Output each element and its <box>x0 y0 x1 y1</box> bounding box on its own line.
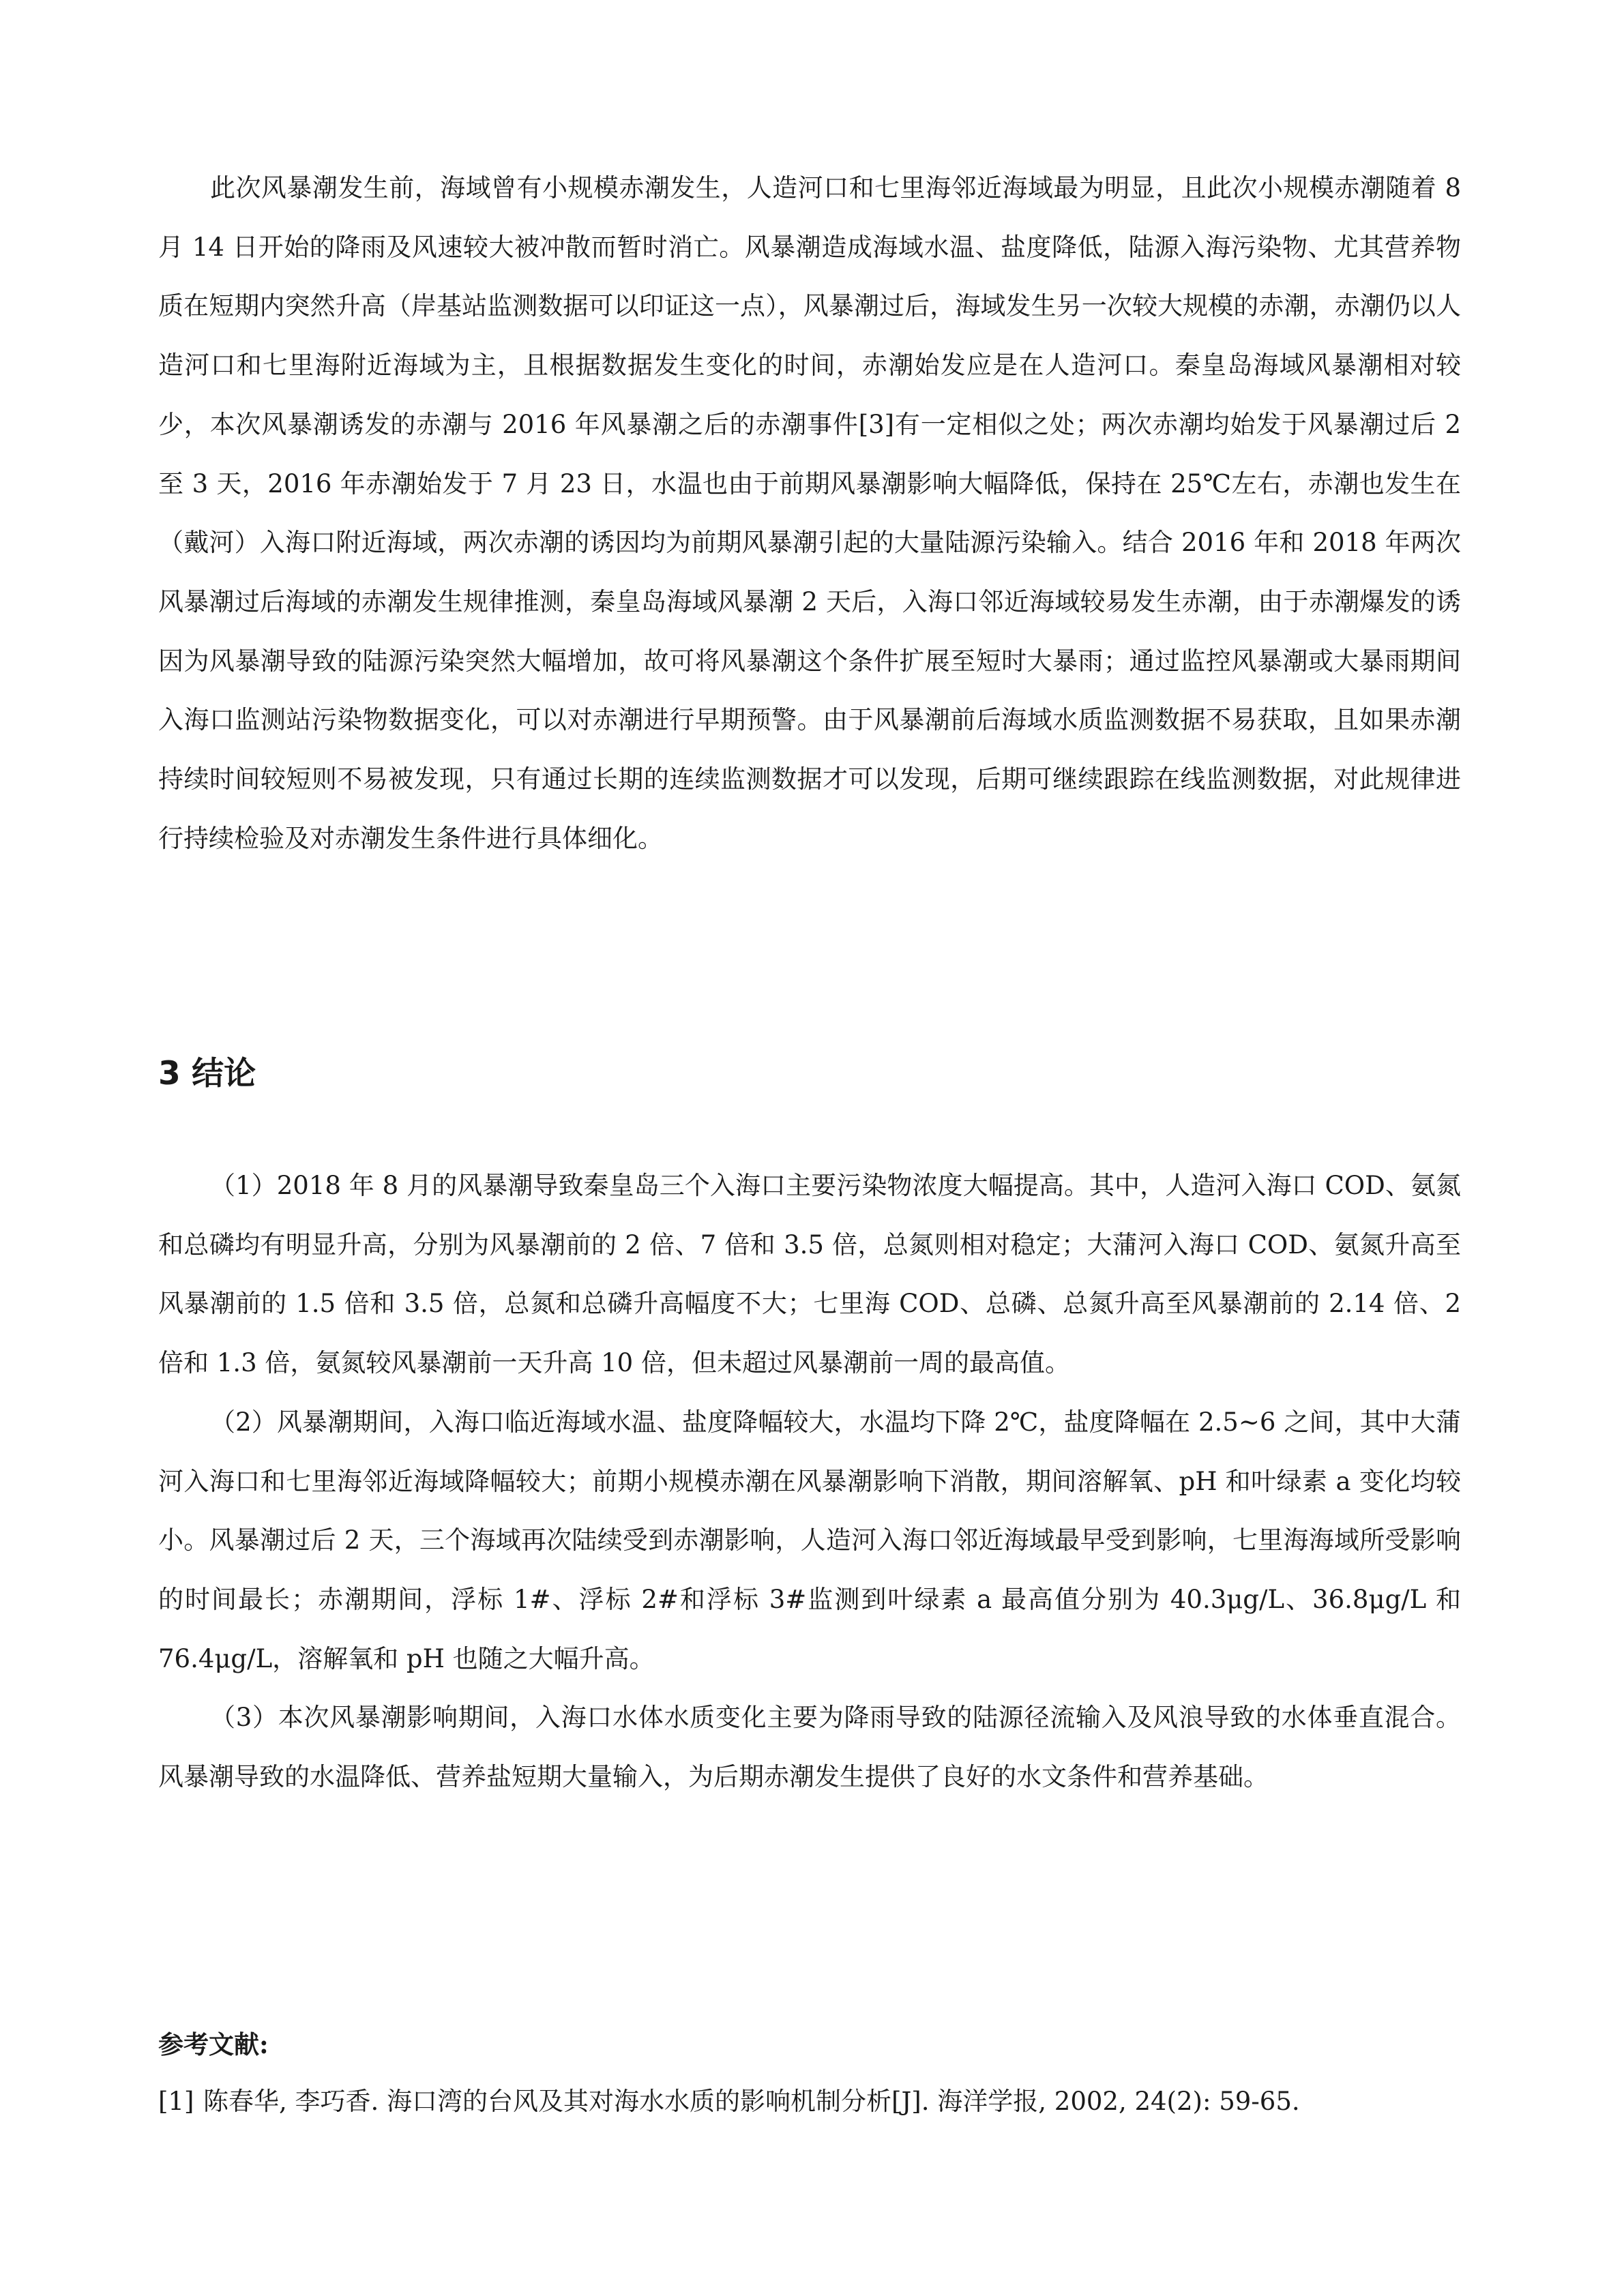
discussion-section <box>158 159 1461 868</box>
reference-text: 陈春华, 李巧香. 海口湾的台风及其对海水水质的影响机制分析[J]. 海洋学报, 2002, 24(2): 59-65. <box>203 2087 1300 2116</box>
section-heading-conclusion: 3 结论 <box>158 1055 256 1092</box>
conclusion-item-2: （2）风暴潮期间，入海口临近海域水温、盐度降幅较大，水温均下降 2℃，盐度降幅在 2.5~6 之间，其中大蒲河入海口和七里海邻近海域降幅较大；前期小规模赤潮在风暴潮影响下消散，期间溶解氧、pH 和叶绿素 a 变化均较小。风暴潮过后 2 天，三个海域再次陆续受到赤潮影响，人造河入海口邻近海域最早受到影响，七里海海域所受影响的时间最长；赤潮期间，浮标 1#、浮标 2#和浮标 3#监测到叶绿素 a 最高值分别为 40.3μg/L、36.8μg/L 和 76.4μg/L，溶解氧和 pH 也随之大幅升高。 <box>158 1407 1461 1673</box>
conclusion-item-3: （3）本次风暴潮影响期间，入海口水体水质变化主要为降雨导致的陆源径流输入及风浪导致的水体垂直混合。风暴潮导致的水温降低、营养盐短期大量输入，为后期赤潮发生提供了良好的水文条件和营养基础。 <box>158 1703 1461 1792</box>
references-title: 参考文献: <box>158 2029 269 2059</box>
reference-number: [1] <box>158 2087 194 2116</box>
reference-item <box>158 2081 1300 2122</box>
discussion-paragraph: 此次风暴潮发生前，海域曾有小规模赤潮发生，人造河口和七里海邻近海域最为明显，且此次小规模赤潮随着 8 月 14 日开始的降雨及风速较大被冲散而暂时消亡。风暴潮造成海域水温、盐度降低，陆源入海污染物、尤其营养物质在短期内突然升高（岸基站监测数据可以印证这一点），风暴潮过后，海域发生另一次较大规模的赤潮，赤潮仍以人造河口和七里海附近海域为主，且根据数据发生变化的时间，赤潮始发应是在人造河口。秦皇岛海域风暴潮相对较少，本次风暴潮诱发的赤潮与 2016 年风暴潮之后的赤潮事件[3]有一定相似之处；两次赤潮均始发于风暴潮过后 2 至 3 天，2016 年赤潮始发于 7 月 23 日，水温也由于前期风暴潮影响大幅降低，保持在 25℃左右，赤潮也发生在（戴河）入海口附近海域，两次赤潮的诱因均为前期风暴潮引起的大量陆源污染输入。结合 2016 年和 2018 年两次风暴潮过后海域的赤潮发生规律推测，秦皇岛海域风暴潮 2 天后，入海口邻近海域较易发生赤潮，由于赤潮爆发的诱因为风暴潮导致的陆源污染突然大幅增加，故可将风暴潮这个条件扩展至短时大暴雨；通过监控风暴潮或大暴雨期间入海口监测站污染物数据变化，可以对赤潮进行早期预警。由于风暴潮前后海域水质监测数据不易获取，且如果赤潮持续时间较短则不易被发现，只有通过长期的连续监测数据才可以发现，后期可继续跟踪在线监测数据，对此规律进行持续检验及对赤潮发生条件进行具体细化。 <box>158 173 1461 853</box>
conclusion-section <box>158 1157 1461 1807</box>
conclusion-item-1: （1）2018 年 8 月的风暴潮导致秦皇岛三个入海口主要污染物浓度大幅提高。其中，人造河入海口 COD、氨氮和总磷均有明显升高，分别为风暴潮前的 2 倍、7 倍和 3.5 倍，总氮则相对稳定；大蒲河入海口 COD、氨氮升高至风暴潮前的 1.5 倍和 3.5 倍，总氮和总磷升高幅度不大；七里海 COD、总磷、总氮升高至风暴潮前的 2.14 倍、2 倍和 1.3 倍，氨氮较风暴潮前一天升高 10 倍，但未超过风暴潮前一周的最高值。 <box>158 1171 1461 1378</box>
